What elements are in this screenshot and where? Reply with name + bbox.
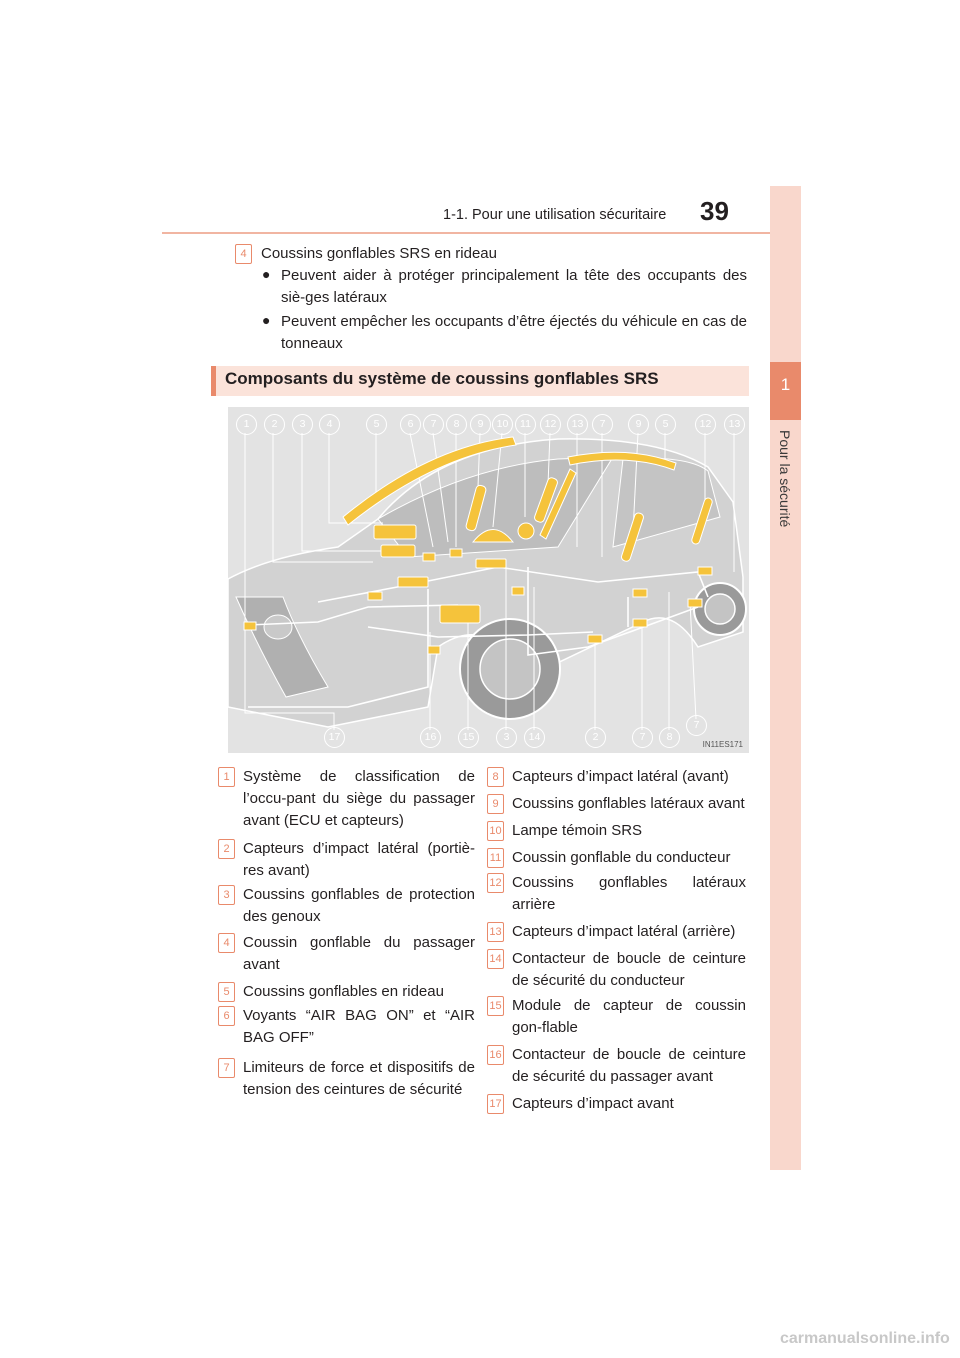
legend-text-3: Coussins gonflables de protection des genoux	[243, 886, 475, 925]
sensor	[368, 592, 382, 600]
callout-6: 6	[400, 414, 421, 435]
callout-7b: 7	[592, 414, 613, 435]
legend-text-14: Contacteur de boucle de ceinture de sécurité du conducteur	[512, 950, 746, 989]
callout-4: 4	[319, 414, 340, 435]
callout-3b: 3	[496, 727, 517, 748]
callout-12b: 12	[695, 414, 716, 435]
legend-text-11: Coussin gonflable du conducteur	[512, 849, 731, 866]
legend-badge-10: 10	[487, 821, 504, 841]
callout-13b: 13	[724, 414, 745, 435]
callout-7c: 7	[632, 727, 653, 748]
legend-text-4: Coussin gonflable du passager avant	[243, 934, 475, 973]
curtain-item-title: Coussins gonflables SRS en rideau	[261, 245, 497, 262]
rear-impact-sensor	[688, 599, 702, 607]
callout-1: 1	[236, 414, 257, 435]
legend-text-16: Contacteur de boucle de ceinture de sécurité du passager avant	[512, 1046, 746, 1085]
front-impact-sensor	[428, 646, 440, 654]
header-divider	[162, 232, 770, 234]
callout-2: 2	[264, 414, 285, 435]
header-section-title: 1-1. Pour une utilisation sécuritaire	[443, 207, 667, 223]
legend-badge-1: 1	[218, 767, 235, 787]
callout-13: 13	[567, 414, 588, 435]
callout-14: 14	[524, 727, 545, 748]
legend-badge-11: 11	[487, 848, 504, 868]
side-tab-label: Pour la sécurité	[777, 430, 793, 528]
legend-badge-16: 16	[487, 1045, 504, 1065]
sensor	[398, 577, 428, 587]
legend-badge-6: 6	[218, 1006, 235, 1026]
legend-text-10: Lampe témoin SRS	[512, 822, 643, 839]
section-title: Composants du système de coussins gonflables SRS	[225, 369, 659, 388]
curtain-bullet-1: Peuvent aider à protéger principalement la tête des occupants des siè-ges latéraux	[281, 267, 747, 306]
legend-text-15: Module de capteur de coussin gon-flable	[512, 997, 746, 1036]
callout-11: 11	[515, 414, 536, 435]
callout-9b: 9	[628, 414, 649, 435]
callout-12: 12	[540, 414, 561, 435]
knee-airbag	[381, 545, 415, 557]
legend-badge-14: 14	[487, 949, 504, 969]
curtain-bullet-2: Peuvent empêcher les occupants d’être éjectés du véhicule en cas de tonneaux	[281, 313, 747, 352]
legend-badge-12: 12	[487, 873, 504, 893]
rear-impact-sensor	[698, 567, 712, 575]
legend-badge-17: 17	[487, 1094, 504, 1114]
rear-wheel-rim	[705, 594, 735, 624]
callout-16: 16	[420, 727, 441, 748]
knee-airbag	[374, 525, 416, 539]
legend-text-1: Système de classification de l’occu-pant du siège du passager avant (ECU et capteurs)	[243, 768, 475, 829]
legend-text-6: Voyants “AIR BAG ON” et “AIR BAG OFF”	[243, 1007, 475, 1046]
legend-badge-3: 3	[218, 885, 235, 905]
watermark: carmanualsonline.info	[780, 1330, 950, 1347]
legend-badge-8: 8	[487, 767, 504, 787]
legend-text-8: Capteurs d’impact latéral (avant)	[512, 768, 729, 785]
buckle-switch	[512, 587, 524, 595]
front-impact-sensor	[244, 622, 256, 630]
callout-17: 17	[324, 727, 345, 748]
callout-2b: 2	[585, 727, 606, 748]
legend-text-7: Limiteurs de force et dispositifs de tension des ceintures de sécurité	[243, 1059, 475, 1098]
legend-badge-15: 15	[487, 996, 504, 1016]
legend-text-13: Capteurs d’impact latéral (arrière)	[512, 923, 736, 940]
sensor	[450, 549, 462, 557]
legend-text-12: Coussins gonflables latéraux arrière	[512, 874, 746, 913]
page-number: 39	[700, 196, 729, 226]
callout-8: 8	[446, 414, 467, 435]
callout-15: 15	[458, 727, 479, 748]
sensor	[476, 559, 506, 568]
callout-7d: 7	[686, 715, 707, 736]
callout-8b: 8	[659, 727, 680, 748]
emblem	[264, 615, 292, 639]
car-illustration	[228, 407, 749, 753]
legend-badge-9: 9	[487, 794, 504, 814]
legend-badge-2: 2	[218, 839, 235, 859]
airbag-system-diagram	[228, 407, 749, 753]
legend-badge-13: 13	[487, 922, 504, 942]
callout-9: 9	[470, 414, 491, 435]
legend-badge-5: 5	[218, 982, 235, 1002]
front-wheel-rim	[480, 639, 540, 699]
callout-5: 5	[366, 414, 387, 435]
figure-code: IN11ES171	[702, 740, 743, 749]
legend-badge-4: 4	[218, 933, 235, 953]
bullet-icon: ●	[262, 312, 271, 328]
legend-text-9: Coussins gonflables latéraux avant	[512, 795, 745, 812]
sensor	[423, 553, 435, 561]
callout-5b: 5	[655, 414, 676, 435]
legend-text-5: Coussins gonflables en rideau	[243, 983, 444, 1000]
driver-airbag	[518, 523, 534, 539]
callout-3: 3	[292, 414, 313, 435]
side-impact-sensor	[633, 589, 647, 597]
legend-text-17: Capteurs d’impact avant	[512, 1095, 674, 1112]
item-number-badge: 4	[235, 244, 252, 264]
airbag-sensor-module	[440, 605, 480, 623]
side-impact-sensor	[588, 635, 602, 643]
bullet-icon: ●	[262, 266, 271, 282]
side-tab	[770, 186, 801, 1170]
callout-10: 10	[492, 414, 513, 435]
side-impact-sensor	[633, 619, 647, 627]
legend-badge-7: 7	[218, 1058, 235, 1078]
callout-7: 7	[423, 414, 444, 435]
side-tab-number: 1	[780, 375, 791, 394]
legend-text-2: Capteurs d’impact latéral (portiè-res avant)	[243, 840, 475, 879]
